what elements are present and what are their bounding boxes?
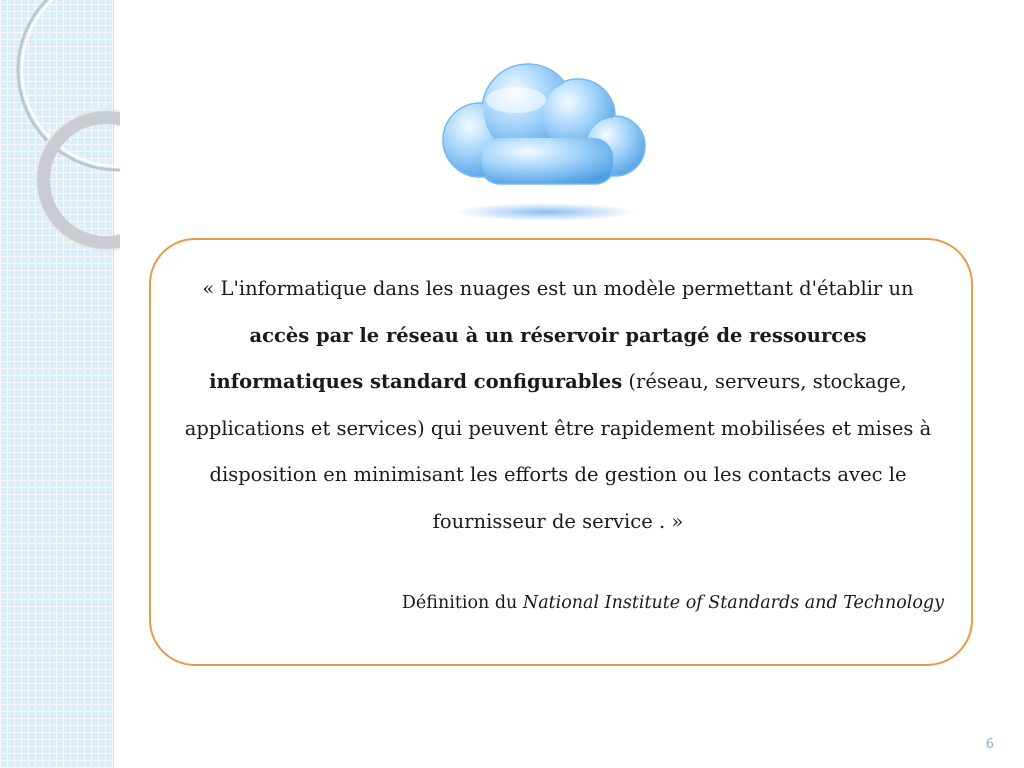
quote-source bbox=[402, 593, 944, 613]
quote-text bbox=[171, 266, 945, 545]
cloud-icon bbox=[438, 58, 653, 228]
page-number: 6 bbox=[985, 737, 994, 752]
quote-box bbox=[149, 238, 973, 666]
quote-open: « L'informatique dans les nuages est un modèle permettant d'établir un bbox=[202, 277, 914, 300]
source-prefix: Définition du bbox=[401, 593, 518, 613]
decorative-rings bbox=[0, 0, 120, 260]
quote-bold: accès par le réseau à un réservoir partagé de ressources informatiques standard configurables bbox=[209, 323, 867, 393]
quote-rest: (réseau, serveurs, stockage, applications et services) qui peuvent être rapidement mobilisées et mises à disposition en minimisant les efforts de gestion ou les contacts avec le fournisseur de service . » bbox=[184, 370, 932, 533]
source-institution: National Institute of Standards and Technology bbox=[522, 593, 944, 613]
